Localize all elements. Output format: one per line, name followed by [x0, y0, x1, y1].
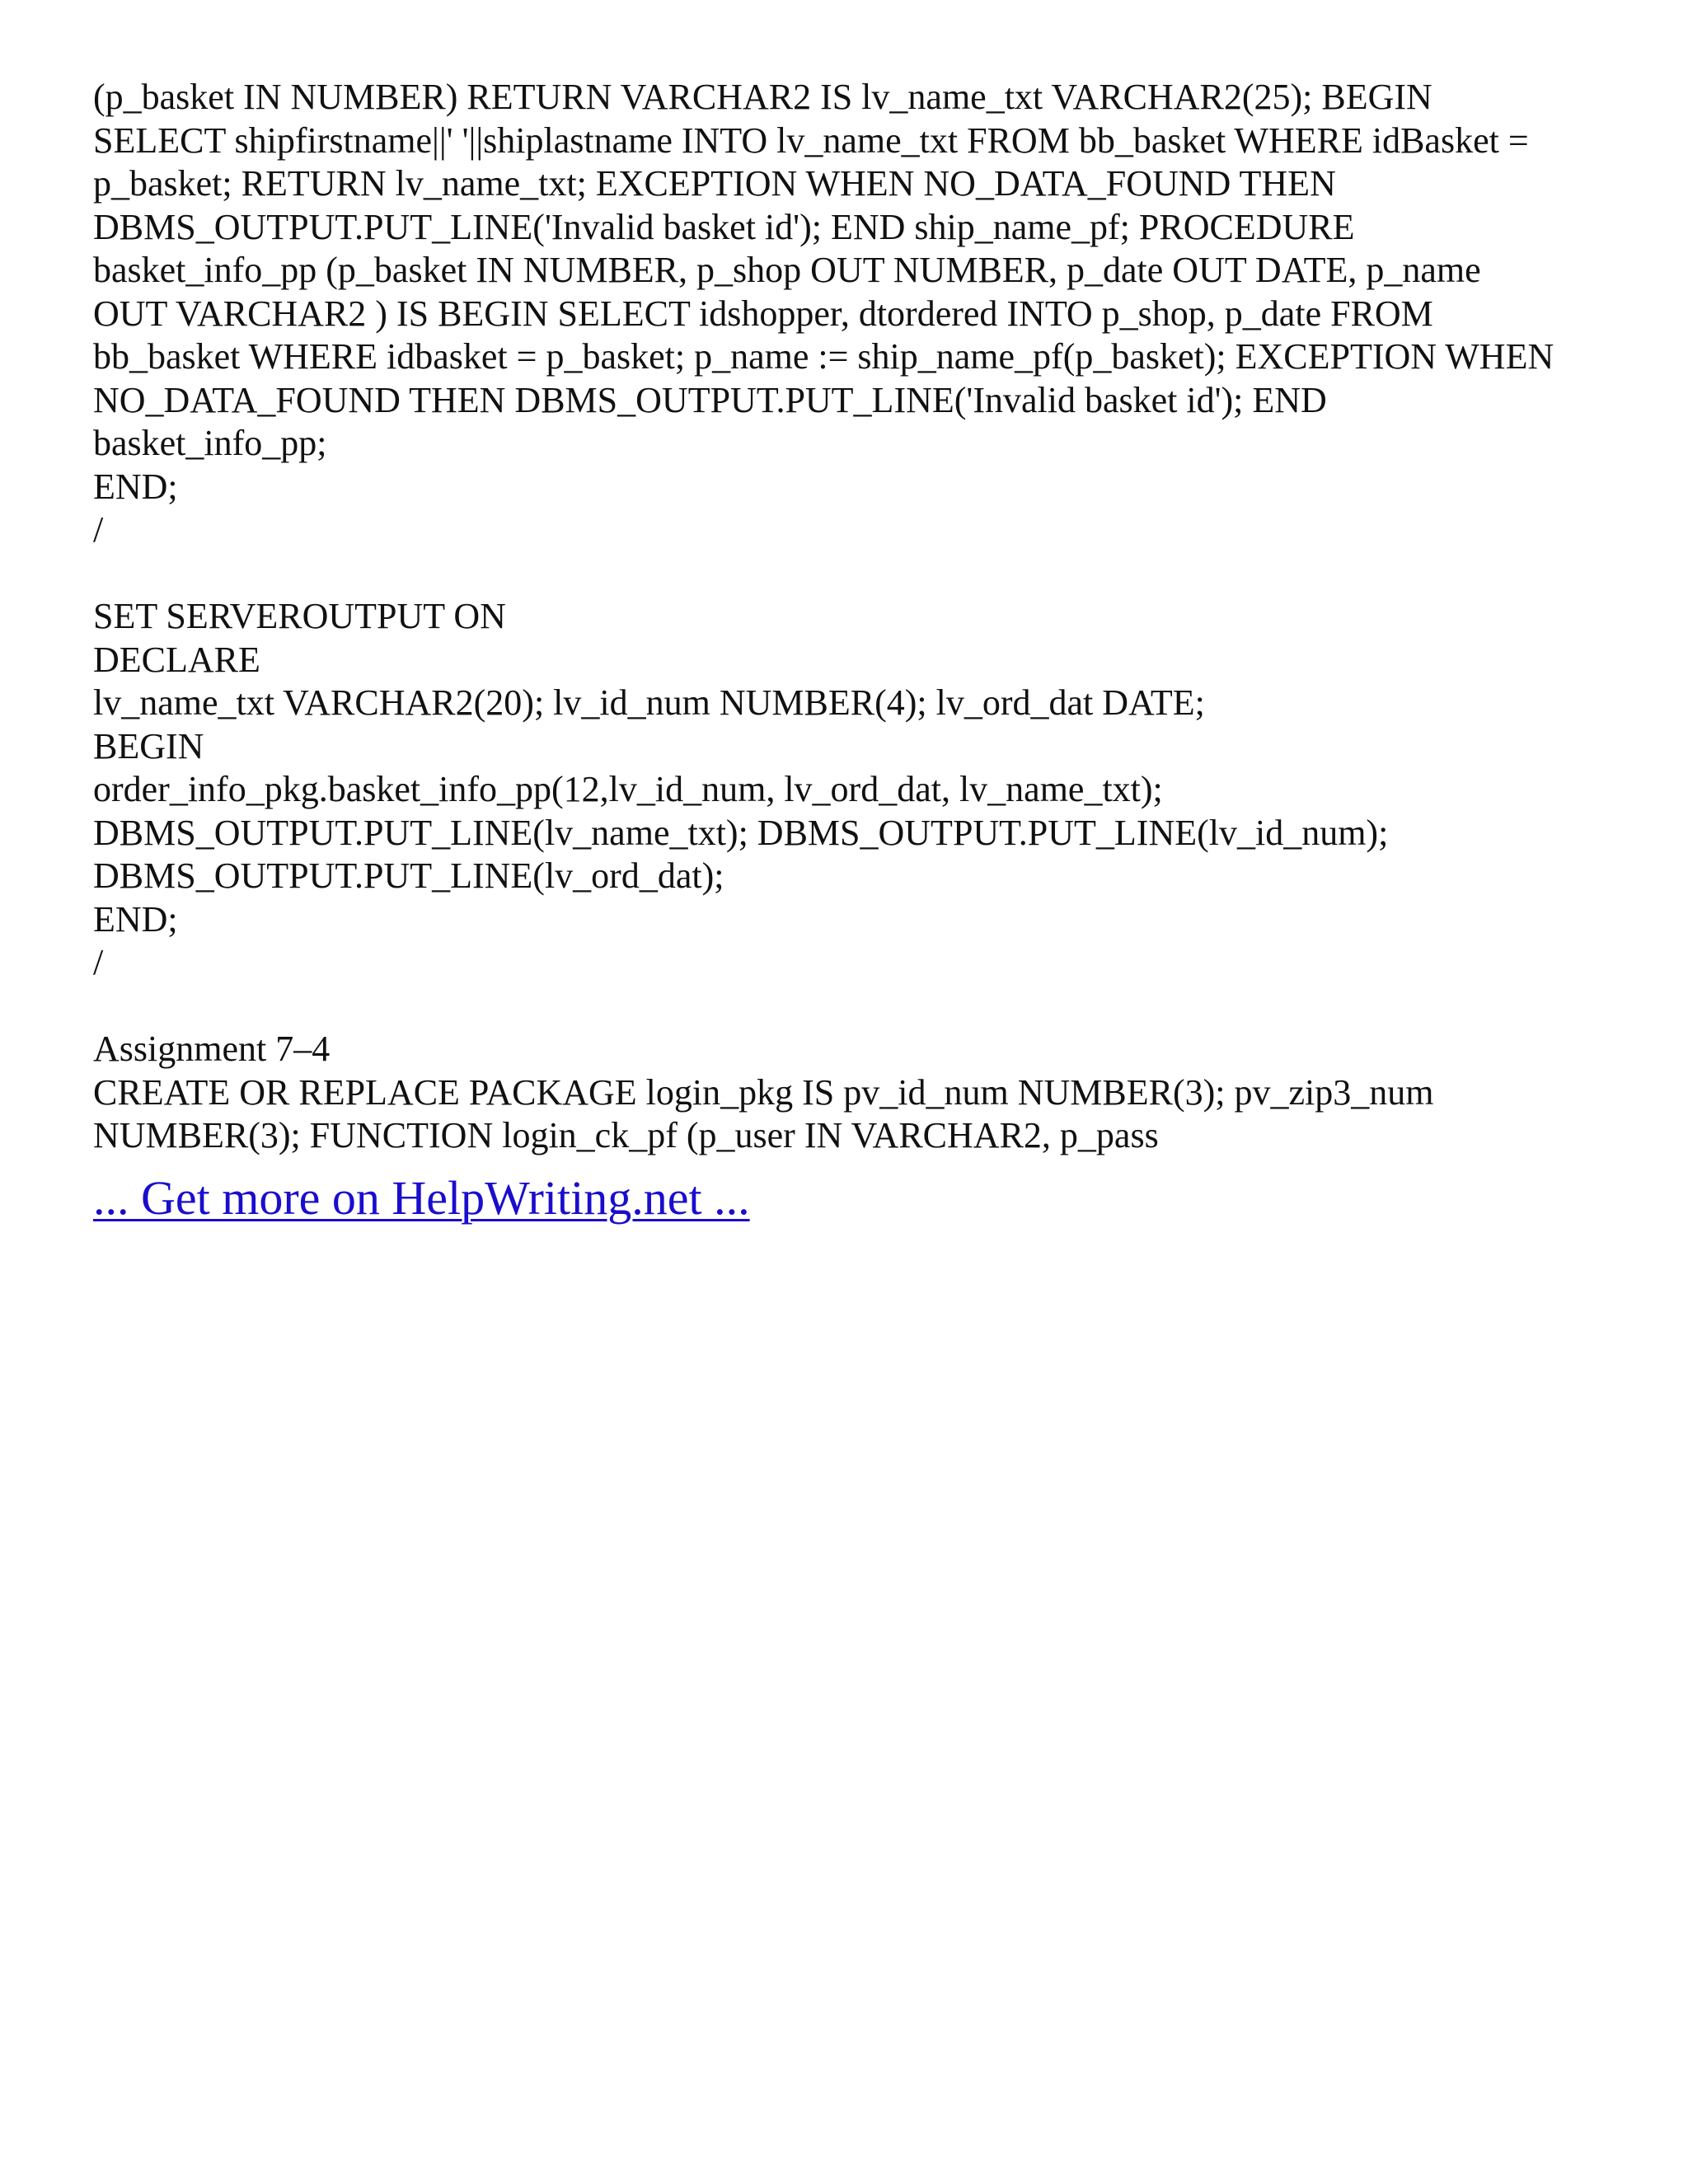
code-line: bb_basket WHERE idbasket = p_basket; p_name := ship_name_pf(p_basket); EXCEPTION WHEN	[93, 336, 1554, 377]
code-line: DBMS_OUTPUT.PUT_LINE(lv_ord_dat);	[93, 855, 724, 896]
code-line: order_info_pkg.basket_info_pp(12,lv_id_num, lv_ord_dat, lv_name_txt);	[93, 769, 1163, 809]
code-line: (p_basket IN NUMBER) RETURN VARCHAR2 IS lv_name_txt VARCHAR2(25); BEGIN	[93, 77, 1432, 117]
code-line: basket_info_pp (p_basket IN NUMBER, p_shop OUT NUMBER, p_date OUT DATE, p_name	[93, 250, 1481, 290]
code-line: p_basket; RETURN lv_name_txt; EXCEPTION WHEN NO_DATA_FOUND THEN	[93, 163, 1336, 204]
code-line: END;	[93, 466, 178, 507]
get-more-link[interactable]: ... Get more on HelpWriting.net ...	[93, 1170, 750, 1225]
code-line: NUMBER(3); FUNCTION login_ck_pf (p_user IN VARCHAR2, p_pass	[93, 1115, 1159, 1155]
code-line: DECLARE	[93, 639, 260, 680]
code-line: DBMS_OUTPUT.PUT_LINE('Invalid basket id'); END ship_name_pf; PROCEDURE	[93, 206, 1355, 247]
code-line: /	[93, 942, 104, 982]
code-line: DBMS_OUTPUT.PUT_LINE(lv_name_txt); DBMS_OUTPUT.PUT_LINE(lv_id_num);	[93, 812, 1389, 853]
anonymous-code-block	[93, 595, 1601, 985]
code-line: CREATE OR REPLACE PACKAGE login_pkg IS pv_id_num NUMBER(3); pv_zip3_num	[93, 1071, 1434, 1113]
code-line: BEGIN	[93, 725, 204, 766]
document-page	[93, 76, 1601, 1226]
code-line: SELECT shipfirstname||' '||shiplastname INTO lv_name_txt FROM bb_basket WHERE idBasket =	[93, 120, 1529, 161]
code-line: /	[93, 509, 104, 550]
code-line: END;	[93, 898, 178, 940]
code-line: SET SERVEROUTPUT ON	[93, 596, 506, 636]
assignment-heading: Assignment 7–4	[93, 1029, 331, 1069]
code-line: basket_info_pp;	[93, 423, 327, 463]
code-line: lv_name_txt VARCHAR2(20); lv_id_num NUMBER(4); lv_ord_dat DATE;	[93, 682, 1205, 723]
code-line: OUT VARCHAR2 ) IS BEGIN SELECT idshopper, dtordered INTO p_shop, p_date FROM	[93, 293, 1433, 334]
assignment-block	[93, 1028, 1601, 1158]
code-line: NO_DATA_FOUND THEN DBMS_OUTPUT.PUT_LINE('Invalid basket id'); END	[93, 379, 1327, 420]
package-body-code-block	[93, 76, 1601, 552]
